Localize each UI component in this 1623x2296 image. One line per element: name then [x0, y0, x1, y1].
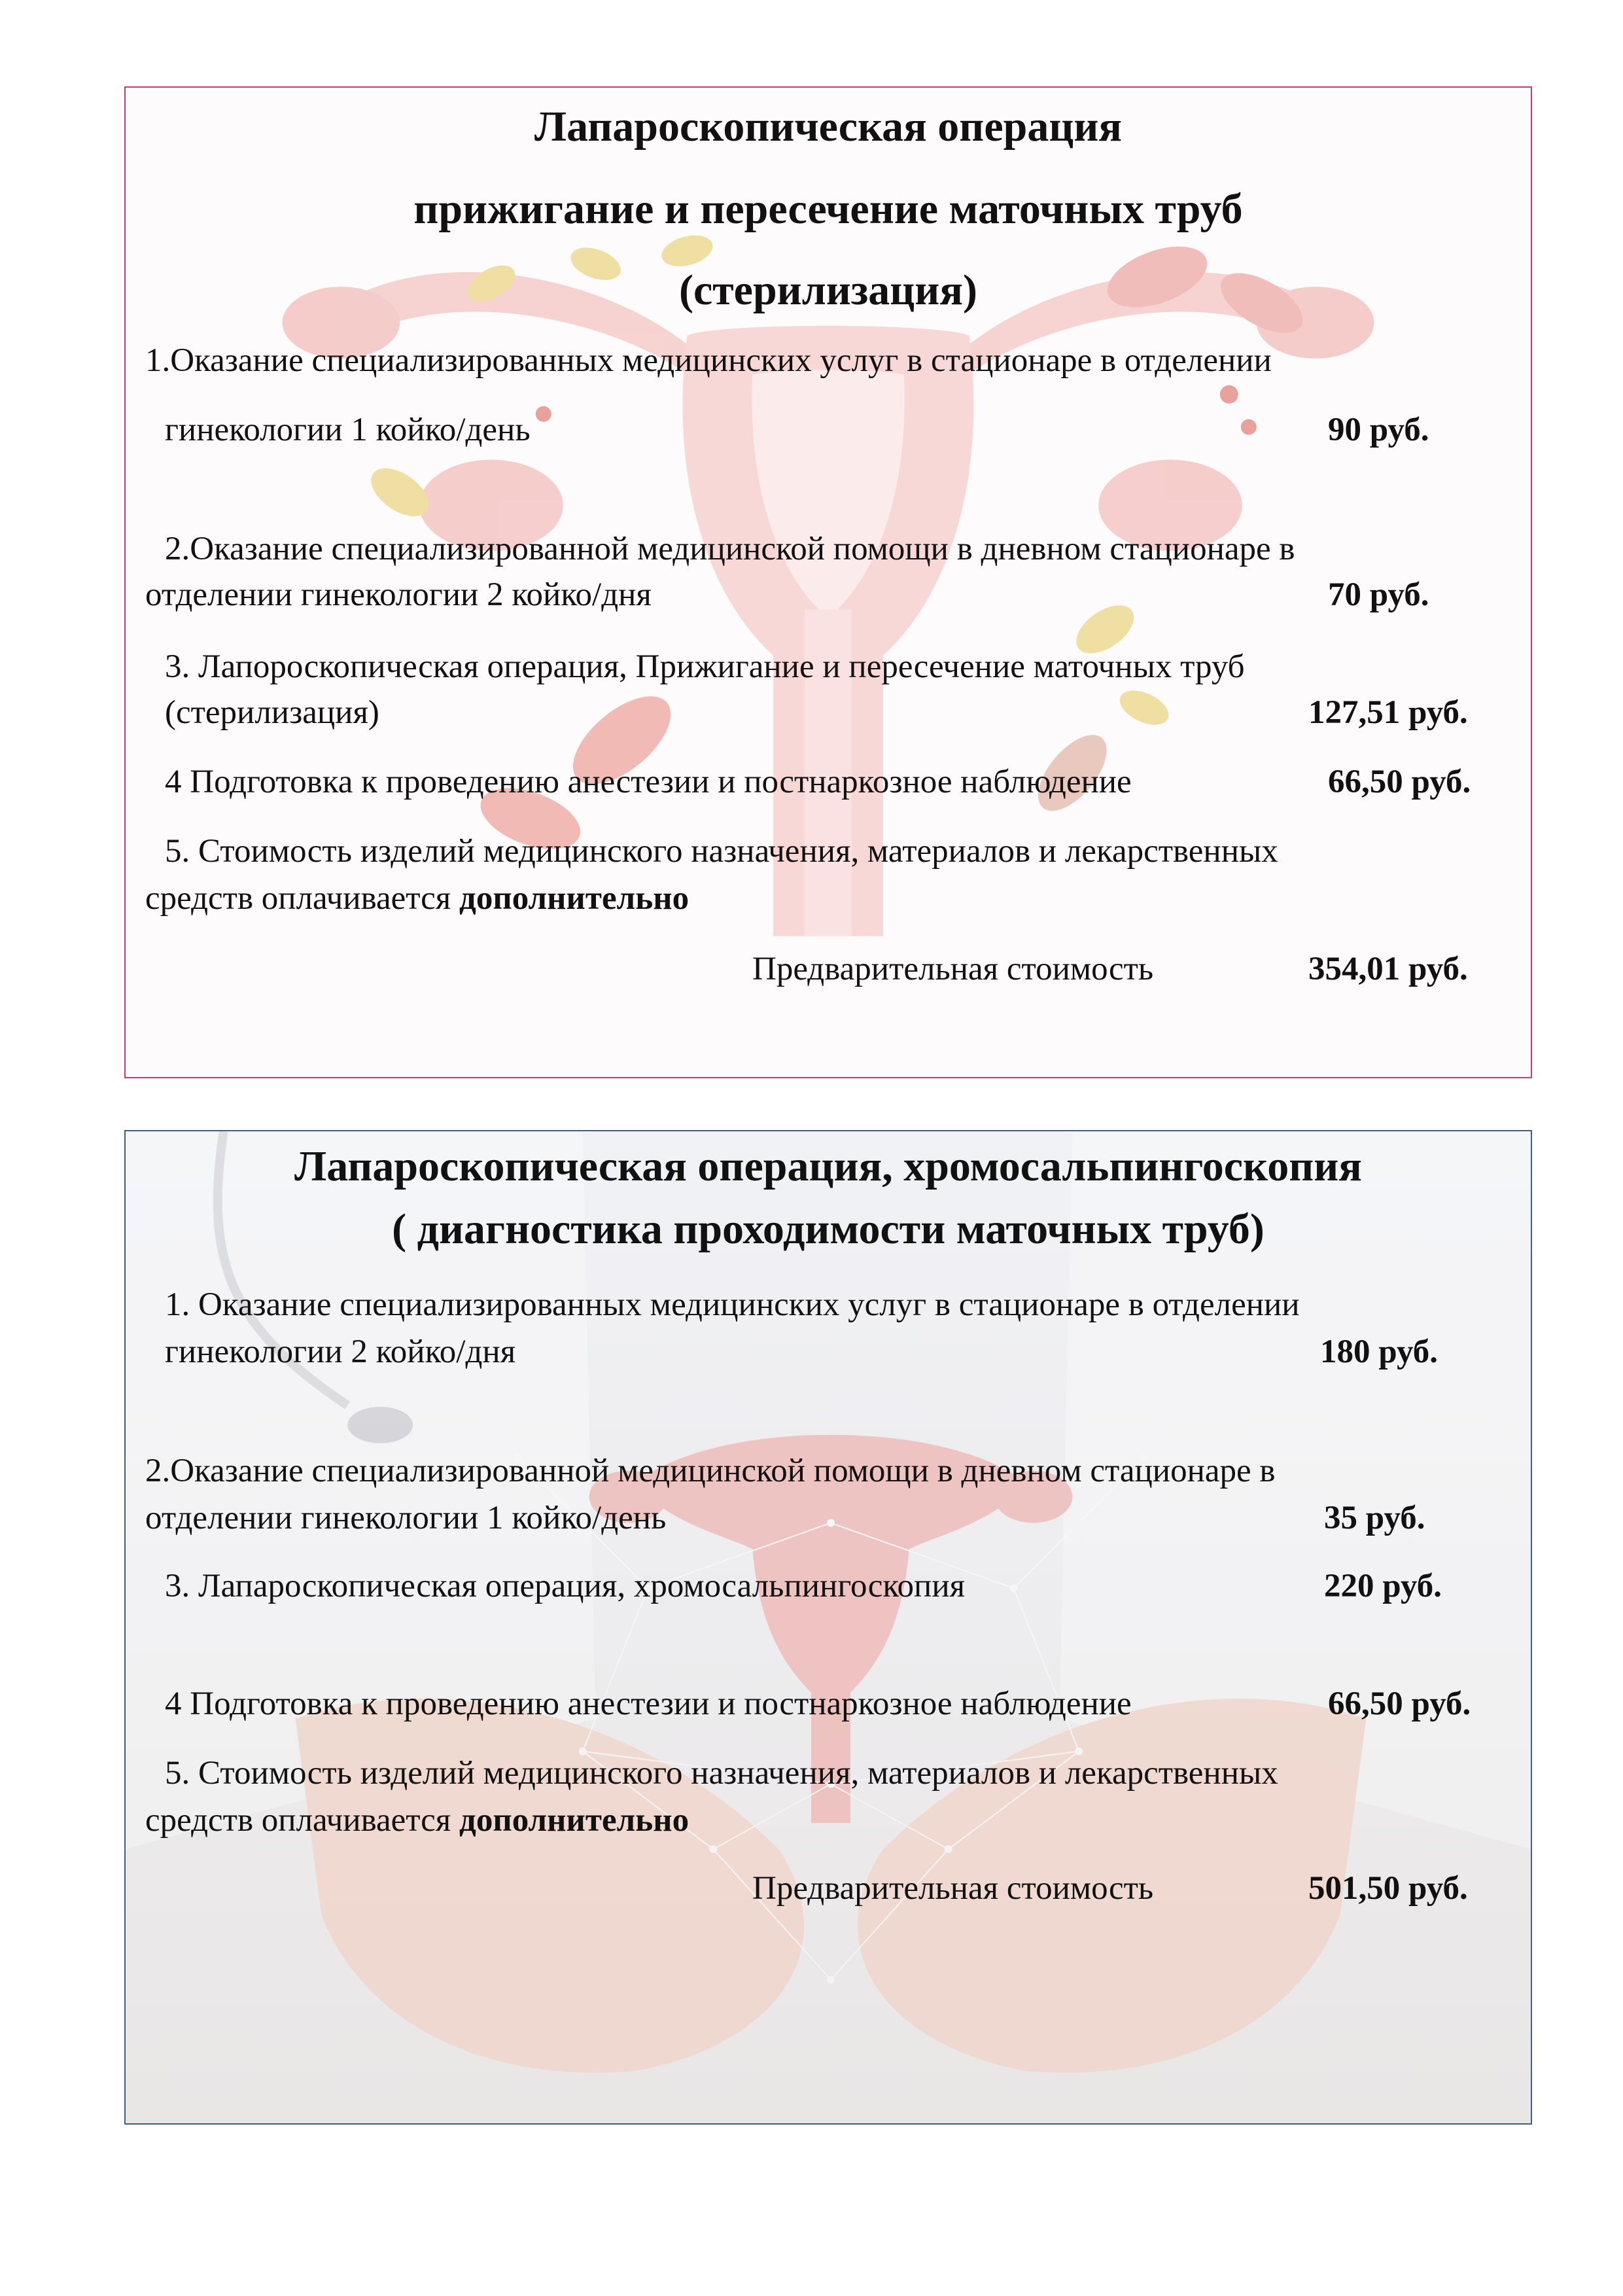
item-4-price: 66,50 руб.	[1328, 1686, 1471, 1722]
item-2-price: 70 руб.	[1328, 576, 1429, 613]
item-3-price: 220 руб.	[1324, 1568, 1442, 1604]
item-5-text-line1: 5. Стоимость изделий медицинского назначения, материалов и лекарственных	[165, 833, 1278, 870]
item-2-text-line2: отделении гинекологии 2 койко/дня	[145, 576, 652, 613]
item-1-text-line1: 1. Оказание специализированных медицинских услуг в стационаре в отделении	[165, 1286, 1300, 1323]
item-5-text-line1: 5. Стоимость изделий медицинского назначения, материалов и лекарственных	[165, 1755, 1278, 1792]
total-label: Предварительная стоимость	[752, 951, 1154, 987]
item-1-text-line2: гинекологии 1 койко/день	[165, 412, 531, 448]
item-3-text-line2: (стерилизация)	[165, 694, 379, 731]
item-1-text-line1: 1.Оказание специализированных медицинских услуг в стационаре в отделении	[145, 342, 1272, 379]
item-5-text-prefix: средств оплачивается	[145, 880, 460, 917]
item-2-text-line1: 2.Оказание специализированной медицинской помощи в дневном стационаре в	[145, 1453, 1276, 1489]
item-4-text: 4 Подготовка к проведению анестезии и постнаркозное наблюдение	[165, 1686, 1132, 1722]
item-3-text-line1: 3. Лапороскопическая операция, Прижигание и пересечение маточных труб	[165, 648, 1245, 685]
sterilization-price-card	[124, 86, 1532, 1078]
item-2-text-line1: 2.Оказание специализированной медицинской помощи в дневном стационаре в	[165, 531, 1295, 567]
card-title-line3: (стерилизация)	[678, 266, 978, 314]
item-5-text-bold: дополнительно	[459, 880, 689, 917]
item-5-text-bold: дополнительно	[459, 1802, 689, 1839]
card-title-line2: ( диагностика проходимости маточных труб)	[392, 1205, 1265, 1253]
item-1-price: 90 руб.	[1328, 412, 1429, 448]
item-2-text-line2: отделении гинекологии 1 койко/день	[145, 1500, 667, 1536]
chromosalpingoscopy-price-card	[124, 1130, 1532, 2125]
item-1-text-line2: гинекологии 2 койко/дня	[165, 1333, 516, 1370]
item-3-text: 3. Лапароскопическая операция, хромосальпингоскопия	[165, 1568, 966, 1604]
item-5-text-prefix: средств оплачивается	[145, 1802, 460, 1839]
card-title-line2: прижигание и пересечение маточных труб	[413, 185, 1243, 233]
item-1-price: 180 руб.	[1320, 1333, 1439, 1370]
item-5-text-line2	[145, 1801, 689, 1839]
total-price: 354,01 руб.	[1308, 951, 1468, 987]
item-4-price: 66,50 руб.	[1328, 764, 1471, 800]
item-4-text: 4 Подготовка к проведению анестезии и постнаркозное наблюдение	[165, 764, 1132, 800]
card-title-line1: Лапароскопическая операция	[534, 103, 1123, 150]
item-3-price: 127,51 руб.	[1308, 694, 1468, 731]
total-price: 501,50 руб.	[1308, 1870, 1468, 1907]
card-title-line1: Лапароскопическая операция, хромосальпингоскопия	[294, 1142, 1362, 1190]
total-label: Предварительная стоимость	[752, 1870, 1154, 1907]
item-2-price: 35 руб.	[1324, 1500, 1425, 1536]
item-5-text-line2	[145, 879, 689, 917]
